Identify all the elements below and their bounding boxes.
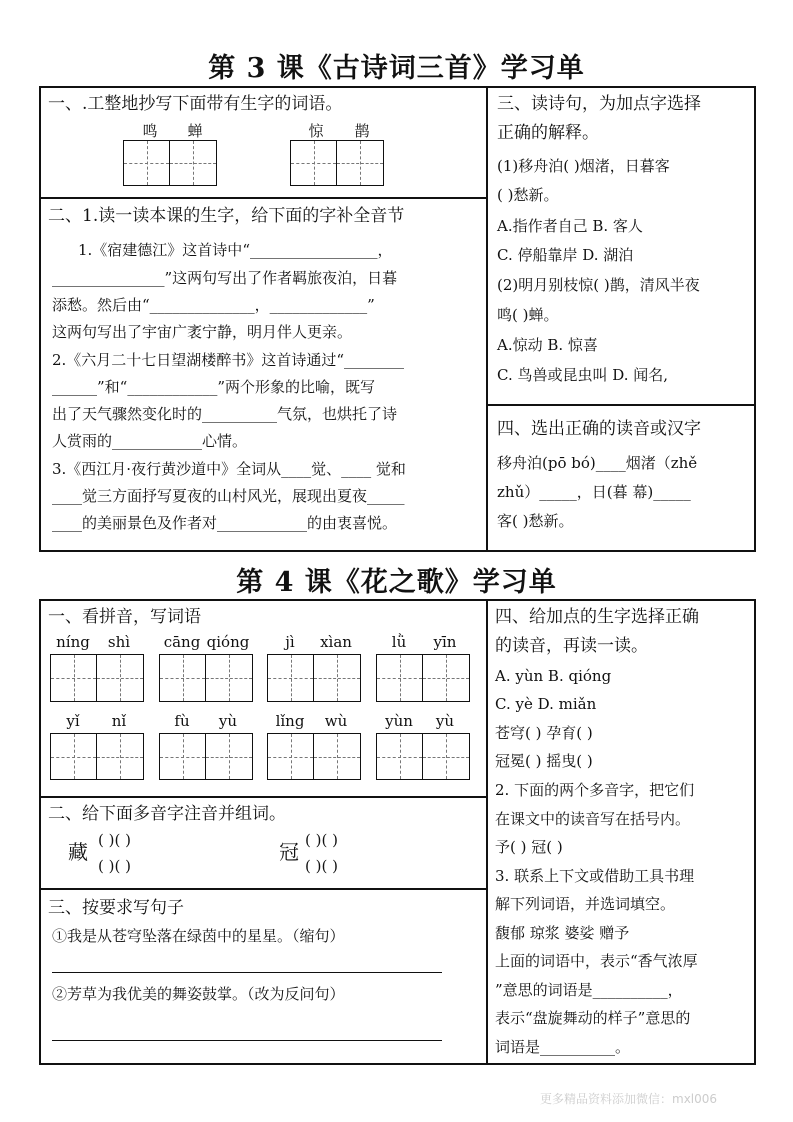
writing-grid[interactable] [159,654,253,702]
l3-q3-line: A.指作者自己 B. 客人 [497,217,643,235]
l3-q2-line: ____的美丽景色及作者对____________的由衷喜悦。 [52,514,398,532]
l3-q2-line: 出了天气骤然变化时的__________气氛，也烘托了诗 [52,405,398,423]
writing-grid[interactable] [267,654,361,702]
pinyin-label: nǐ [111,712,127,730]
l4-q4-line: 上面的词语中，表示“香气浓厚 [495,952,698,970]
writing-grid[interactable] [290,140,384,186]
l4-q4-line: 在课文中的读音写在括号内。 [495,810,691,828]
l4-q4-line: 苍穹( ) 孕育( ) [495,724,593,742]
l3-q2-line: 人赏雨的____________心情。 [52,432,248,450]
pinyin-label: lǜ [391,633,407,651]
pinyin-blank[interactable]: ( )( ) [98,831,131,849]
l3-q1-word: 鸣 [142,122,158,140]
pinyin-label: yīn [433,633,457,651]
l3-q3-line: 鸣( )蝉。 [497,306,559,324]
l4-q4-line: 解下列词语，并选词填空。 [495,895,676,913]
pinyin-blank[interactable]: ( )( ) [305,857,338,875]
l3-q4-line: 移舟泊(pō bó)____烟渚（zhě [497,454,698,472]
l4-q4-line: 3. 联系上下文或借助工具书理 [495,867,695,885]
l3-q1-word: 鹊 [354,122,370,140]
l4-q1-heading: 一、看拼音，写词语 [48,607,201,627]
l3-q1-heading: 一、.工整地抄写下面带有生字的词语。 [48,94,343,114]
writing-grid[interactable] [50,654,144,702]
l3-q3-heading: 正确的解释。 [497,123,599,143]
l4-q4-line: 冠冕( ) 摇曳( ) [495,752,593,770]
pinyin-label: shì [107,633,131,651]
pinyin-label: xìan [320,633,352,651]
l4-q3-sentence: ①我是从苍穹坠落在绿茵中的星星。（缩句） [52,927,345,945]
l4-q3-sentence: ②芳草为我优美的舞姿鼓掌。（改为反问句） [52,985,345,1003]
l4-q2-heading: 二、给下面多音字注音并组词。 [48,804,286,824]
l4-q4-line: C. yè D. miǎn [495,695,597,713]
l3-q3-line: (1)移舟泊( )烟渚，日暮客 [497,157,670,175]
writing-grid[interactable] [376,733,470,780]
l3-q2-line: _______________”这两句写出了作者羁旅夜泊，日暮 [52,269,398,287]
answer-line[interactable] [52,972,442,973]
pinyin-label: qióng [206,633,250,651]
l3-q4-heading: 四、选出正确的读音或汉字 [497,419,701,439]
polyphone-char: 冠 [279,840,299,864]
pinyin-label: níng [56,633,90,651]
l3-q3-line: (2)明月别枝惊( )鹊，清风半夜 [497,276,700,294]
l3-q2-line: ____觉三方面抒写夏夜的山村风光，展现出夏夜_____ [52,487,405,505]
pinyin-label: yùn [385,712,413,730]
lesson4-title: 第 4 课《花之歌》学习单 [236,567,557,598]
l4-q3-heading: 三、按要求写句子 [48,898,184,918]
polyphone-char: 藏 [68,840,88,864]
pinyin-label: yù [218,712,238,730]
pinyin-blank[interactable]: ( )( ) [98,857,131,875]
l4-q4-line: 表示“盘旋舞动的样子”意思的 [495,1009,691,1027]
l4-q4-line: ”意思的词语是__________， [495,981,683,999]
writing-grid[interactable] [50,733,144,780]
l3-q1-word: 蝉 [187,122,203,140]
l3-q3-line: C. 鸟兽或昆虫叫 D. 闻名, [497,366,669,384]
l3-q2-heading: 二、1.读一读本课的生字，给下面的字补全音节 [48,206,405,226]
l3-q3-line: C. 停船靠岸 D. 湖泊 [497,246,634,264]
pinyin-label: yù [435,712,455,730]
writing-grid[interactable] [159,733,253,780]
l3-q4-line: 客( )愁新。 [497,512,574,530]
l3-q2-line: 这两句写出了宇宙广袤宁静，明月伴人更亲。 [52,323,353,341]
l4-q4-line: 予( ) 冠( ) [495,838,563,856]
l4-q4-line: A. yùn B. qióng [495,667,612,685]
l3-q3-heading: 三、读诗句，为加点字选择 [497,94,701,114]
pinyin-label: fù [174,712,190,730]
watermark: 更多精品资料添加微信：mxl006 [540,1092,718,1106]
l3-q2-line: 2.《六月二十七日望湖楼醉书》这首诗通过“________ [52,351,404,369]
writing-grid[interactable] [123,140,217,186]
l4-q4-line: 词语是__________。 [495,1038,631,1056]
l4-q4-line: 馥郁 琼浆 婆娑 赠予 [495,924,630,942]
pinyin-label: jì [285,633,295,651]
l4-q4-line: 四、给加点的生字选择正确 [495,607,699,627]
l3-q4-line: zhǔ）_____，日(暮 幕)_____ [497,483,691,501]
l3-q2-line: 添愁。然后由“______________，_____________” [52,296,375,314]
writing-grid[interactable] [376,654,470,702]
pinyin-label: lǐng [275,712,305,730]
l3-q3-line: A.惊动 B. 惊喜 [497,336,598,354]
pinyin-blank[interactable]: ( )( ) [305,831,338,849]
writing-grid[interactable] [267,733,361,780]
answer-line[interactable] [52,1040,442,1041]
pinyin-label: yǐ [66,712,80,730]
l3-q1-word: 惊 [308,122,324,140]
pinyin-label: wù [324,712,348,730]
l3-q2-line: ______”和“____________”两个形象的比喻，既写 [52,378,376,396]
l3-q3-line: ( )愁新。 [497,186,559,204]
lesson3-title: 第 3 课《古诗词三首》学习单 [208,53,585,84]
l3-q2-line: 3.《西江月·夜行黄沙道中》全词从____觉、____ 觉和 [52,460,406,478]
pinyin-label: cāng [163,633,201,651]
l4-q4-line: 2. 下面的两个多音字，把它们 [495,781,695,799]
l4-q4-line: 的读音，再读一读。 [495,636,648,656]
l3-q2-line: 1.《宿建德江》这首诗中“_________________， [78,241,393,259]
